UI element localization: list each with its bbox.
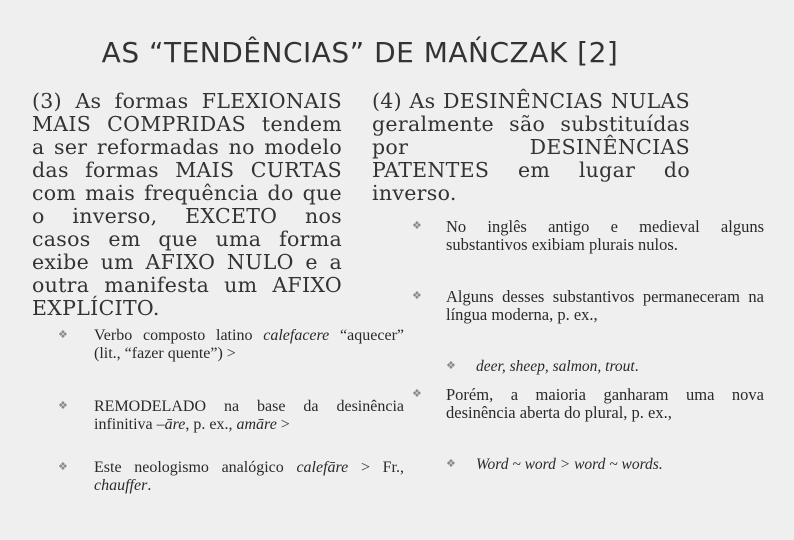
right-column	[372, 89, 764, 473]
slide-title: AS “TENDÊNCIAS” DE MAŃCZAK [2]	[101, 36, 619, 69]
left-column	[32, 89, 405, 494]
right-bullet-1: ❖ No inglês antigo e medieval alguns substantivos exibiam plurais nulos.	[412, 217, 764, 254]
diamond-bullet-icon: ❖	[412, 290, 422, 302]
diamond-bullet-icon: ❖	[58, 400, 68, 412]
diamond-bullet-icon: ❖	[446, 360, 456, 372]
left-bullet-3: ❖ Este neologismo analógico calefāre > Fr., chauffer.	[58, 459, 405, 494]
right-sub-bullet-1: ❖ deer, sheep, salmon, trout.	[446, 358, 639, 375]
diamond-bullet-icon: ❖	[412, 220, 422, 232]
diamond-bullet-icon: ❖	[412, 388, 422, 400]
diamond-bullet-icon: ❖	[58, 329, 68, 341]
left-bullet-1: ❖ Verbo composto latino calefacere “aquecer” (lit., “fazer quente”) >	[58, 327, 404, 362]
right-bullet-3: ❖ Porém, a maioria ganharam uma nova desinência aberta do plural, p. ex.,	[412, 385, 764, 422]
left-main-paragraph: (3) As formas FLEXIONAIS MAIS COMPRIDAS tendem a ser reformadas no modelo das formas MAIS CURTAS com mais frequência do que o inverso, EXCETO nos casos em que uma forma exibe um AFIXO NULO e a outra manifesta um AFIXO EXPLÍCITO.	[32, 89, 342, 320]
diamond-bullet-icon: ❖	[446, 458, 456, 470]
right-bullet-2: ❖ Alguns desses substantivos permaneceram na língua moderna, p. ex.,	[412, 287, 764, 324]
diamond-bullet-icon: ❖	[58, 461, 68, 473]
right-sub-bullet-2: ❖ Word ~ word > word ~ words.	[446, 456, 663, 473]
left-bullet-2: ❖ REMODELADO na base da desinência infinitiva –āre, p. ex., amāre >	[58, 398, 404, 433]
right-main-paragraph: (4) As DESINÊNCIAS NULAS geralmente são substituídas por DESINÊNCIAS PATENTES em lugar do inverso.	[372, 89, 690, 205]
